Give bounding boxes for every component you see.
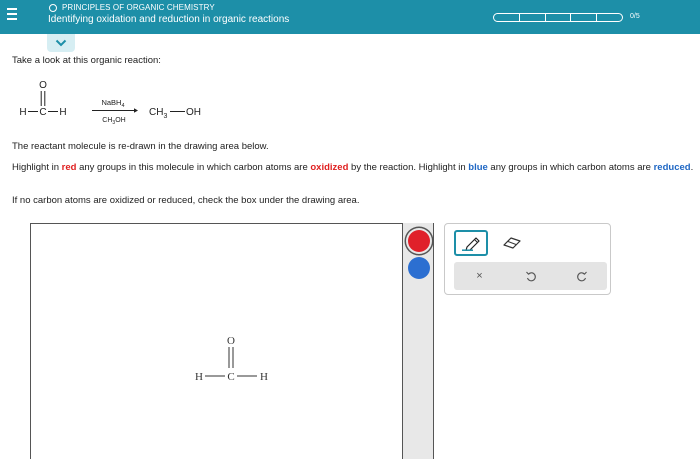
blue-keyword: blue [468, 162, 488, 173]
undo-icon [525, 270, 537, 282]
reduced-keyword: reduced [653, 162, 691, 173]
tool-actions-bar [454, 262, 607, 290]
blue-color-swatch[interactable] [408, 257, 430, 279]
progress-count: 0/5 [630, 13, 640, 20]
product-right: OH [186, 107, 201, 118]
top-bar [0, 0, 700, 34]
progress-segment [494, 14, 520, 21]
reagent-above: NaBH$_4$ [101, 98, 125, 109]
progress-segment [546, 14, 572, 21]
chevron-down-icon [55, 39, 67, 47]
redrawn-note: The reactant molecule is re-drawn in the drawing area below. [12, 141, 269, 152]
course-label-text: PRINCIPLES OF ORGANIC CHEMISTRY [62, 3, 215, 12]
tool-panel [444, 223, 611, 295]
course-circle-icon [49, 4, 57, 12]
hamburger-menu-icon[interactable] [7, 8, 17, 22]
highlight-instructions: Highlight in red any groups in this molecule in which carbon atoms are oxidized by the reaction. Highlight in blue any groups in which carbon atoms are reduced. [12, 162, 694, 173]
reaction-scheme [10, 76, 250, 132]
close-icon: × [476, 270, 483, 282]
molecule-carbon[interactable]: C [227, 371, 235, 383]
reactant-h-right: H [59, 107, 67, 118]
reactant-oxygen: O [39, 80, 47, 91]
eraser-icon [501, 236, 523, 250]
eraser-tool-button[interactable] [500, 232, 524, 254]
collapse-toggle[interactable] [47, 34, 75, 52]
product-left: $CH_3$ [149, 107, 168, 120]
oxidized-keyword: oxidized [310, 162, 349, 173]
reactant-carbon: C [39, 107, 47, 118]
progress-bar [493, 13, 623, 22]
progress-segment [597, 14, 622, 21]
redo-icon [576, 270, 588, 282]
redo-button[interactable] [567, 265, 597, 287]
molecule-h-right[interactable]: H [260, 371, 268, 383]
reagent-below: $CH_3OH$ [102, 117, 126, 126]
reactant-h-left: H [19, 107, 27, 118]
red-keyword: red [61, 162, 77, 173]
progress-segment [571, 14, 597, 21]
molecule-oxygen[interactable]: O [227, 335, 235, 347]
intro-text: Take a look at this organic reaction: [12, 55, 161, 66]
color-palette [402, 223, 434, 459]
page-title: Identifying oxidation and reduction in organic reactions [48, 14, 290, 25]
pen-icon [460, 235, 482, 251]
course-label [49, 3, 215, 12]
pen-tool-button[interactable] [454, 230, 488, 256]
clear-button[interactable] [465, 265, 495, 287]
progress-segment [520, 14, 546, 21]
no-change-note: If no carbon atoms are oxidized or reduced, check the box under the drawing area. [12, 195, 360, 206]
undo-button[interactable] [516, 265, 546, 287]
molecule-h-left[interactable]: H [195, 371, 203, 383]
red-color-swatch[interactable] [408, 230, 430, 252]
drawn-molecule[interactable] [180, 330, 290, 390]
